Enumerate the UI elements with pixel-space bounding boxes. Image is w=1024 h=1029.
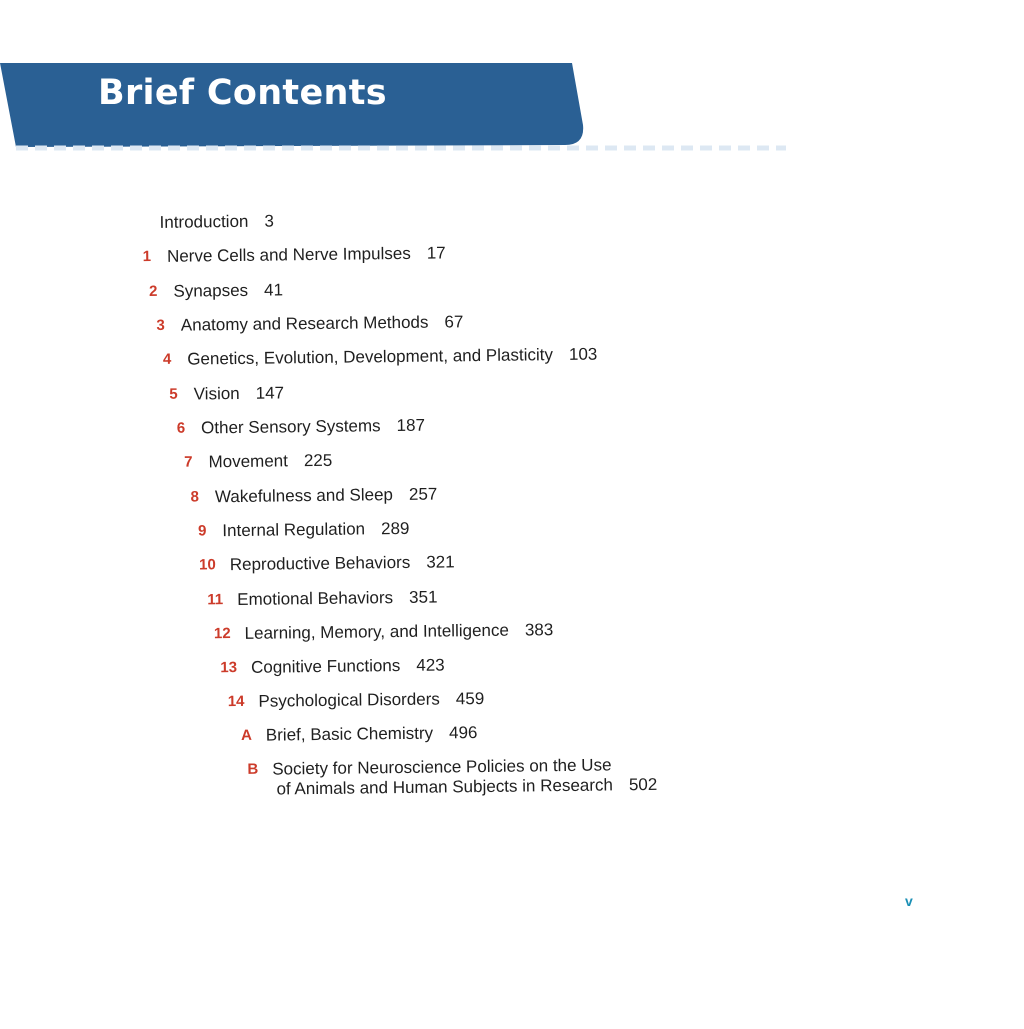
toc-entry-chapter-4[interactable]	[162, 344, 598, 370]
toc-entry-chapter-6[interactable]	[176, 415, 426, 439]
entry-title: Learning, Memory, and Intelligence	[244, 620, 509, 643]
entry-page: 147	[255, 383, 285, 403]
toc-entry-chapter-7[interactable]	[184, 450, 333, 473]
toc-entry-chapter-14[interactable]	[227, 688, 485, 712]
chapter-number: 12	[213, 625, 231, 643]
entry-title: Movement	[208, 451, 289, 472]
entry-page: 459	[455, 688, 485, 709]
chapter-number: 7	[184, 453, 193, 471]
toc-entry-chapter-9[interactable]	[197, 518, 410, 541]
entry-title: Brief, Basic Chemistry	[265, 723, 434, 745]
chapter-number: 10	[198, 556, 216, 574]
entry-title: Introduction	[159, 211, 249, 232]
entry-page: 103	[568, 344, 598, 364]
entry-title: Other Sensory Systems	[200, 416, 381, 438]
entry-page: 17	[426, 243, 446, 263]
appendix-letter: A	[240, 726, 252, 744]
entry-title: Psychological Disorders	[258, 689, 440, 711]
toc-entry-chapter-12[interactable]	[213, 620, 554, 644]
chapter-number: 9	[197, 522, 207, 540]
entry-page: 423	[416, 655, 445, 675]
page-folio: v	[905, 893, 913, 909]
chapter-number: 14	[227, 692, 245, 711]
toc-entry-chapter-2[interactable]	[148, 280, 284, 301]
chapter-number: 8	[190, 488, 200, 506]
entry-page: 67	[444, 312, 464, 332]
entry-title: Emotional Behaviors	[237, 588, 394, 609]
entry-page: 289	[380, 518, 410, 539]
chapter-number: 5	[169, 385, 178, 403]
entry-title: Wakefulness and Sleep	[214, 485, 394, 507]
entry-page: 351	[408, 587, 438, 607]
entry-title: Reproductive Behaviors	[229, 552, 411, 575]
appendix-letter: B	[247, 760, 259, 778]
chapter-number: 2	[148, 282, 158, 301]
toc-entry-chapter-13[interactable]	[220, 655, 445, 677]
entry-page: 187	[396, 415, 426, 436]
entry-title: Nerve Cells and Nerve Impulses	[166, 243, 411, 266]
chapter-number: 6	[176, 419, 186, 437]
entry-title: Cognitive Functions	[250, 656, 401, 677]
entry-title-line-1: Society for Neuroscience Policies on the Use	[272, 755, 612, 779]
entry-title: Internal Regulation	[222, 519, 366, 541]
toc-entry-chapter-3[interactable]	[156, 312, 464, 335]
chapter-number: 11	[207, 591, 224, 609]
toc-entry-chapter-5[interactable]	[169, 383, 285, 404]
toc-entry-chapter-11[interactable]	[207, 587, 438, 610]
entry-page: 41	[263, 280, 284, 300]
toc-entry-introduction[interactable]	[159, 212, 274, 233]
chapter-number: 13	[220, 659, 238, 677]
entry-title: Genetics, Evolution, Development, and Plasticity	[187, 345, 554, 369]
toc-entry-appendix-a[interactable]	[240, 723, 478, 746]
entry-title: Anatomy and Research Methods	[180, 312, 429, 335]
entry-page: 502	[628, 774, 658, 795]
chapter-number: 3	[156, 316, 165, 334]
toc-entry-chapter-8[interactable]	[190, 484, 438, 508]
chapter-number: 1	[142, 248, 152, 266]
entry-page: 225	[303, 450, 333, 471]
entry-page: 383	[524, 620, 554, 640]
entry-page: 321	[426, 552, 455, 572]
entry-page: 496	[448, 723, 478, 743]
page-title: Brief Contents	[98, 73, 387, 113]
entry-title-line-2: of Animals and Human Subjects in Research	[276, 775, 614, 799]
entry-title: Vision	[193, 383, 240, 404]
entry-page: 3	[264, 211, 275, 231]
entry-title: Synapses	[173, 280, 249, 301]
toc-entry-chapter-10[interactable]	[198, 552, 455, 575]
entry-page: 257	[408, 484, 438, 504]
toc-entry-chapter-1[interactable]	[142, 243, 446, 266]
toc-entry-appendix-b[interactable]	[247, 755, 658, 800]
chapter-number: 4	[162, 350, 172, 368]
